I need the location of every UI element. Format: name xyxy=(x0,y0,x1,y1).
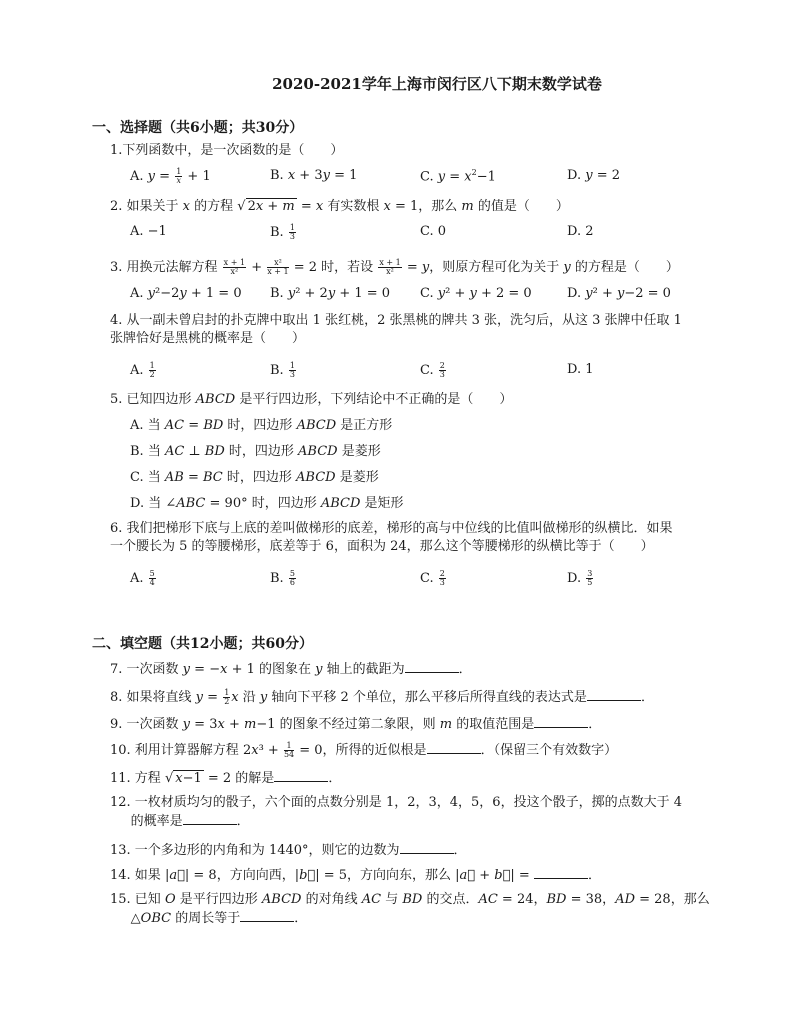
question-5-option-a: A. 当 AC = BD 时，四边形 ABCD 是正方形 xyxy=(130,418,393,433)
question-15: 15. 已知 O 是平行四边形 ABCD 的对角线 AC 与 BD 的交点．AC = 24，BD = 38，AD = 28，那么 △OBC 的周长等于 ． xyxy=(110,892,710,926)
question-10: 10. 利用计算器解方程 2x³ + $\frac{1}{54}$ = 0，所得的近似根是 ．（保留三个有效数字） xyxy=(110,741,618,759)
question-5: 5. 已知四边形 ABCD 是平行四边形，下列结论中不正确的是（ ） xyxy=(110,392,513,407)
question-3-options: A. y²−2y + 1 = 0 B. y² + 2y + 1 = 0 C. y² + y + 2 = 0 D. y² + y−2 = 0 xyxy=(130,286,671,301)
question-6: 6. 我们把梯形下底与上底的差叫做梯形的底差，梯形的高与中位线的比值叫做梯形的纵横比．如果 一个腰长为 5 的等腰梯形，底差等于 6，面积为 24，那么这个等腰梯形的纵横比等于（ ） xyxy=(110,521,673,554)
question-1-options xyxy=(130,168,690,186)
question-4-options: A. $\frac{1}{2}$ B. $\frac{1}{3}$ C. $\frac{2}{3}$ D. 1 xyxy=(130,361,594,379)
section-choice-heading: 一、选择题（共6小题；共30分） xyxy=(92,120,304,136)
page-title: 2020-2021学年上海市闵行区八下期末数学试卷 xyxy=(272,75,602,93)
question-1: 1.下列函数中，是一次函数的是（ ） xyxy=(110,143,344,158)
question-9: 9. 一次函数 y = 3x + m−1 的图象不经过第二象限，则 m 的取值范围是 ． xyxy=(110,717,602,732)
question-6-options: A. $\frac{5}{4}$ B. $\frac{5}{6}$ C. $\frac{2}{3}$ D. $\frac{3}{5}$ xyxy=(130,569,593,587)
question-11: 11. 方程 √ x−1 = 2 的解是 ． xyxy=(110,771,342,786)
question-12: 12. 一枚材质均匀的骰子，六个面的点数分别是 1，2，3，4，5，6，投这个骰子，掷的点数大于 4 的概率是 ． xyxy=(110,795,682,829)
section-fill-heading: 二、填空题（共12小题；共60分） xyxy=(92,636,313,652)
question-2: 2. 如果关于 x 的方程 √ 2x + m = x 有实数根 x = 1，那么 m 的值是（ ） xyxy=(110,199,569,214)
question-4: 4. 从一副未曾启封的扑克牌中取出 1 张红桃，2 张黑桃的牌共 3 张，洗匀后，从这 3 张牌中任取 1 张牌恰好是黑桃的概率是（ ） xyxy=(110,313,682,346)
question-13: 13. 一个多边形的内角和为 1440°，则它的边数为 ． xyxy=(110,843,467,858)
question-5-option-c: C. 当 AB = BC 时，四边形 ABCD 是菱形 xyxy=(130,470,379,485)
option-b: B. x + 3y = 1 xyxy=(270,168,358,183)
question-3: 3. 用换元法解方程 $\frac{x + 1}{\text{x²}}$ + $\frac{\text{x²}}{x + 1}$ = 2 时，若设 $\frac{x + 1}{\text{x²}}$ = y，则原方程可化为关于 y 的方程是（ ） xyxy=(110,258,679,276)
option-c: C. $y = x^2-1$ xyxy=(420,168,496,185)
question-8: 8. 如果将直线 y = $\frac{1}{2}$ x 沿 y 轴向下平移 2 个单位，那么平移后所得直线的表达式是 ． xyxy=(110,688,654,706)
question-14: 14. 如果 |a⃗| = 8，方向向西，|b⃗| = 5，方向向东，那么 |a⃗ + b⃗| = ． xyxy=(110,868,601,883)
question-5-option-b: B. 当 AC ⊥ BD 时，四边形 ABCD 是菱形 xyxy=(130,444,381,459)
option-a: A. y = $\frac{1}{x}$ + 1 xyxy=(130,167,211,185)
question-7: 7. 一次函数 y = −x + 1 的图象在 y 轴上的截距为 ． xyxy=(110,662,472,677)
option-d: D. y = 2 xyxy=(567,168,621,183)
question-5-option-d: D. 当 ∠ABC = 90° 时，四边形 ABCD 是矩形 xyxy=(130,496,404,511)
question-2-options: A. −1 B. $\frac{1}{3}$ C. 0 D. 2 xyxy=(130,223,594,241)
